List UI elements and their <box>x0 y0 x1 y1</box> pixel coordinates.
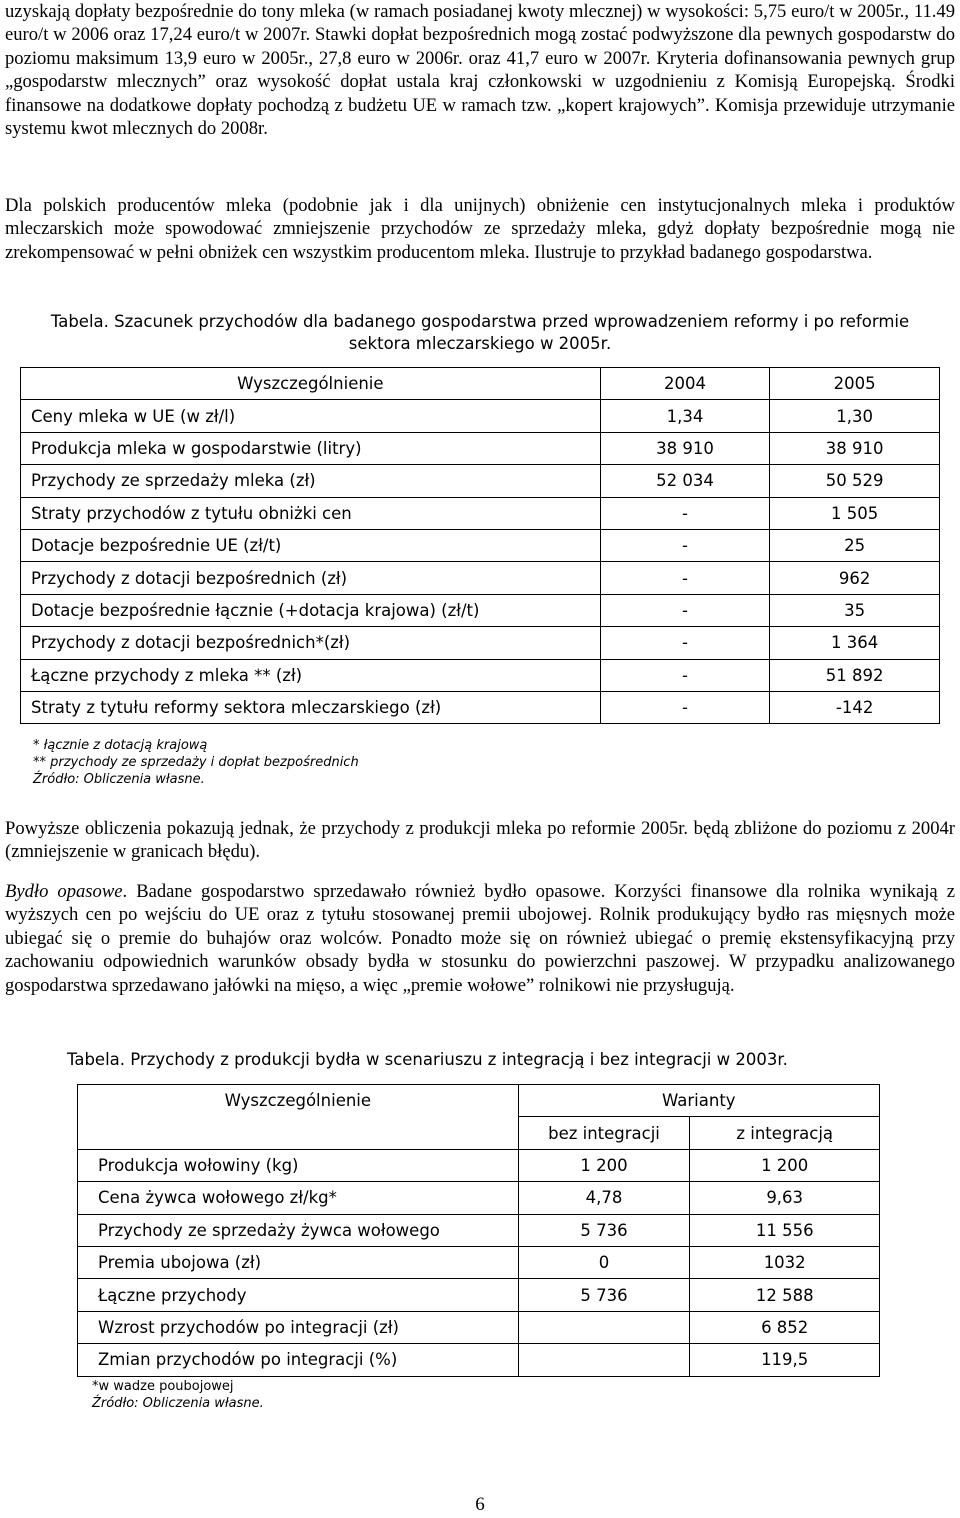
table-row <box>21 594 940 626</box>
table-cell: 4,78 <box>518 1182 690 1214</box>
table-header-cell: 2004 <box>600 368 770 400</box>
table-cell: 50 529 <box>770 465 940 497</box>
table-cell: Ceny mleka w UE (w zł/l) <box>21 400 601 432</box>
table-cell: 38 910 <box>600 432 770 464</box>
table-row <box>78 1149 880 1181</box>
table-cell: Wzrost przychodów po integracji (zł) <box>78 1311 519 1343</box>
table-cell: 5 736 <box>518 1279 690 1311</box>
table1-caption <box>20 311 940 355</box>
table2-notes <box>92 1378 264 1412</box>
table-cell: Łączne przychody z mleka ** (zł) <box>21 659 601 691</box>
table-cell: -142 <box>770 691 940 723</box>
table-cell: 12 588 <box>690 1279 880 1311</box>
table-row <box>21 400 940 432</box>
table-cell: - <box>600 594 770 626</box>
table-cell: Przychody z dotacji bezpośrednich (zł) <box>21 562 601 594</box>
table-cell: Straty przychodów z tytułu obniżki cen <box>21 497 601 529</box>
table-cell: Przychody ze sprzedaży mleka (zł) <box>21 465 601 497</box>
table-row <box>78 1311 880 1343</box>
table-cell: 35 <box>770 594 940 626</box>
table-row <box>21 562 940 594</box>
table-header-cell: Wyszczególnienie <box>21 368 601 400</box>
table-note: ** przychody ze sprzedaży i dopłat bezpośrednich <box>33 755 359 770</box>
table-cell: Produkcja wołowiny (kg) <box>78 1149 519 1181</box>
table-row <box>78 1182 880 1214</box>
milk-revenue-table <box>20 367 940 724</box>
paragraph-polish-producers: Dla polskich producentów mleka (podobnie jak i dla unijnych) obniżenie cen instytucjonalnych mleka i produktów mleczarskich może spowodować zmniejszenie przychodów ze sprzedaży mleka, gdyż dopłaty bezpośrednie mogą nie zrekompensować w pełni obniżek cen wszystkim producentom mleka. Ilustruje to przykład badanego gospodarstwa. <box>5 195 955 263</box>
paragraph-calculations: Powyższe obliczenia pokazują jednak, że przychody z produkcji mleka po reformie 2005r. będą zbliżone do poziomu z 2004r (zmniejszenie w granicach błędu). <box>5 818 955 863</box>
table1-caption-text: Szacunek przychodów dla badanego gospodarstwa przed wprowadzeniem reformy i po reformie sektora mleczarskiego w 2005r. <box>108 312 910 353</box>
table-cell: 1 364 <box>770 627 940 659</box>
table-cell: Łączne przychody <box>78 1279 519 1311</box>
table-cell: 1,34 <box>600 400 770 432</box>
table-cell: Produkcja mleka w gospodarstwie (litry) <box>21 432 601 464</box>
table-cell: Premia ubojowa (zł) <box>78 1246 519 1278</box>
table2-caption-label: Tabela. <box>67 1050 126 1069</box>
table-row <box>21 465 940 497</box>
table-cell: 962 <box>770 562 940 594</box>
table-cell: - <box>600 691 770 723</box>
cattle-revenue-table <box>77 1084 880 1377</box>
table-cell: - <box>600 529 770 561</box>
cattle-heading: Bydło opasowe <box>5 881 123 902</box>
paragraph-milk-payments: uzyskają dopłaty bezpośrednie do tony mleka (w ramach posiadanej kwoty mlecznej) w wysokości: 5,75 euro/t w 2005r., 11.49 euro/t w 2006 oraz 17,24 euro/t w 2007r. Stawki dopłat bezpośrednich mogą zostać podwyższone dla pewnych gospodarstw do poziomu maksimum 13,9 euro w 2005r., 27,8 euro w 2006r. oraz 41,7 euro w 2007r. Kryteria dofinansowania pewnych grup „gospodarstw mlecznych” oraz wysokość dopłat ustala kraj członkowski w uzgodnieniu z Komisją Europejską. Środki finansowe na dodatkowe dopłaty pochodzą z budżetu UE w ramach tzw. „kopert krajowych”. Komisja przewiduje utrzymanie systemu kwot mlecznych do 2008r. <box>5 1 955 140</box>
table-cell: 9,63 <box>690 1182 880 1214</box>
table-header-cell: Wyszczególnienie <box>78 1085 519 1150</box>
table-row <box>78 1246 880 1278</box>
table1-notes <box>33 737 359 788</box>
table-cell: - <box>600 659 770 691</box>
table-cell: Dotacje bezpośrednie UE (zł/t) <box>21 529 601 561</box>
table-cell: 0 <box>518 1246 690 1278</box>
table-note: *w wadze poubojowej <box>92 1379 234 1394</box>
table-cell: Przychody ze sprzedaży żywca wołowego <box>78 1214 519 1246</box>
table-cell: Przychody z dotacji bezpośrednich*(zł) <box>21 627 601 659</box>
table-row <box>78 1279 880 1311</box>
table-cell: - <box>600 497 770 529</box>
table-cell <box>518 1311 690 1343</box>
table-cell: Zmian przychodów po integracji (%) <box>78 1344 519 1376</box>
table-row <box>21 659 940 691</box>
table-cell: 6 852 <box>690 1311 880 1343</box>
paragraph-cattle <box>5 880 955 997</box>
table-cell: Straty z tytułu reformy sektora mleczarskiego (zł) <box>21 691 601 723</box>
table-cell: 25 <box>770 529 940 561</box>
table-cell: 1,30 <box>770 400 940 432</box>
table-header-cell: bez integracji <box>518 1117 690 1149</box>
table-header-row <box>21 368 940 400</box>
table-row <box>21 691 940 723</box>
table-header-cell: Warianty <box>518 1085 879 1117</box>
table-row <box>78 1344 880 1376</box>
table-row <box>21 497 940 529</box>
table-note: Źródło: Obliczenia własne. <box>92 1396 264 1411</box>
table-row <box>21 529 940 561</box>
table-cell: 5 736 <box>518 1214 690 1246</box>
table-cell: Cena żywca wołowego zł/kg* <box>78 1182 519 1214</box>
table-cell: 1 200 <box>690 1149 880 1181</box>
table-row <box>78 1214 880 1246</box>
table-header-cell: 2005 <box>770 368 940 400</box>
table-header-cell: z integracją <box>690 1117 880 1149</box>
table-cell: 119,5 <box>690 1344 880 1376</box>
table-cell: 38 910 <box>770 432 940 464</box>
table-cell: 1 200 <box>518 1149 690 1181</box>
table-cell: 1032 <box>690 1246 880 1278</box>
table2-caption <box>67 1049 947 1071</box>
table-cell: 11 556 <box>690 1214 880 1246</box>
cattle-text: . Badane gospodarstwo sprzedawało również bydło opasowe. Korzyści finansowe dla rolnika wynikają z wyższych cen po wejściu do UE oraz z tytułu stosowanej premii ubojowej. Rolnik produkujący bydło ras mięsnych może ubiegać się o premie do buhajów oraz wolców. Ponadto może się on również ubiegać o premię ekstensyfikacyjną przy zachowaniu odpowiednich warunków obsady bydła w stosunku do powierzchni paszowej. W przypadku analizowanego gospodarstwa sprzedawano jałówki na mięso, a więc „premie wołowe” rolnikowi nie przysługują. <box>5 881 955 996</box>
table-cell: - <box>600 562 770 594</box>
page-number: 6 <box>475 1494 485 1515</box>
table-header-row <box>78 1085 880 1117</box>
table-cell: Dotacje bezpośrednie łącznie (+dotacja krajowa) (zł/t) <box>21 594 601 626</box>
table-note: Źródło: Obliczenia własne. <box>33 772 205 787</box>
table-cell: - <box>600 627 770 659</box>
table-row <box>21 432 940 464</box>
table2-caption-text: Przychody z produkcji bydła w scenariuszu z integracją i bez integracji w 2003r. <box>125 1050 788 1069</box>
table-cell: 1 505 <box>770 497 940 529</box>
table1-caption-label: Tabela. <box>50 312 109 331</box>
table-cell <box>518 1344 690 1376</box>
table-cell: 51 892 <box>770 659 940 691</box>
table-cell: 52 034 <box>600 465 770 497</box>
table-row <box>21 627 940 659</box>
table-note: * łącznie z dotacją krajową <box>33 738 208 753</box>
